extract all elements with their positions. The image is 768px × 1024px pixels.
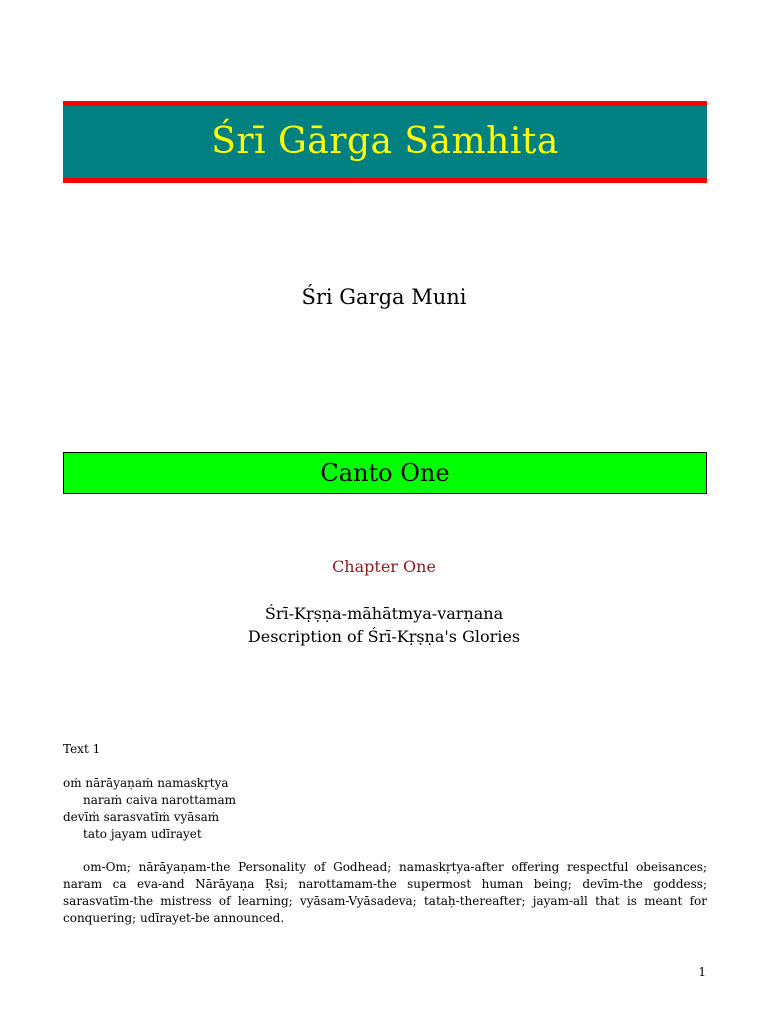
canto-title: Canto One: [320, 459, 450, 487]
text-label: Text 1: [63, 742, 101, 756]
canto-banner: [63, 452, 707, 494]
title-banner: [63, 101, 707, 183]
verse-line: tato jayam udīrayet: [83, 827, 202, 841]
chapter-title-sanskrit: Śrī-Kṛṣṇa-māhātmya-varṇana: [264, 604, 504, 623]
verse-line: devīṁ sarasvatīṁ vyāsaṁ: [63, 810, 220, 824]
verse-line: naraṁ caiva narottamam: [83, 793, 236, 807]
author-name: Śri Garga Muni: [301, 285, 467, 309]
chapter-title: [0, 602, 768, 648]
chapter-title-english: Description of Śrī-Kṛṣṇa's Glories: [247, 627, 521, 646]
verse: [63, 775, 707, 843]
page-number: 1: [698, 965, 706, 979]
verse-line: oṁ nārāyaṇaṁ namaskṛtya: [63, 776, 229, 790]
word-for-word-translation: om-Om; nārāyaṇam-the Personality of Godhead; namaskṛtya-after offering respectful obeisances; naram ca eva-and Nārāyaṇa Ṛsi; narottamam-the supermost human being; devīm-the goddess; sarasvatīm-the mistress of learning; vyāsam-Vyāsadeva; tataḥ-thereafter; jayam-all that is meant for conquering; udīrayet-be announced.: [63, 860, 707, 925]
chapter-heading: Chapter One: [332, 557, 436, 576]
document-title: Śrī Gārga Sāmhita: [211, 121, 559, 162]
